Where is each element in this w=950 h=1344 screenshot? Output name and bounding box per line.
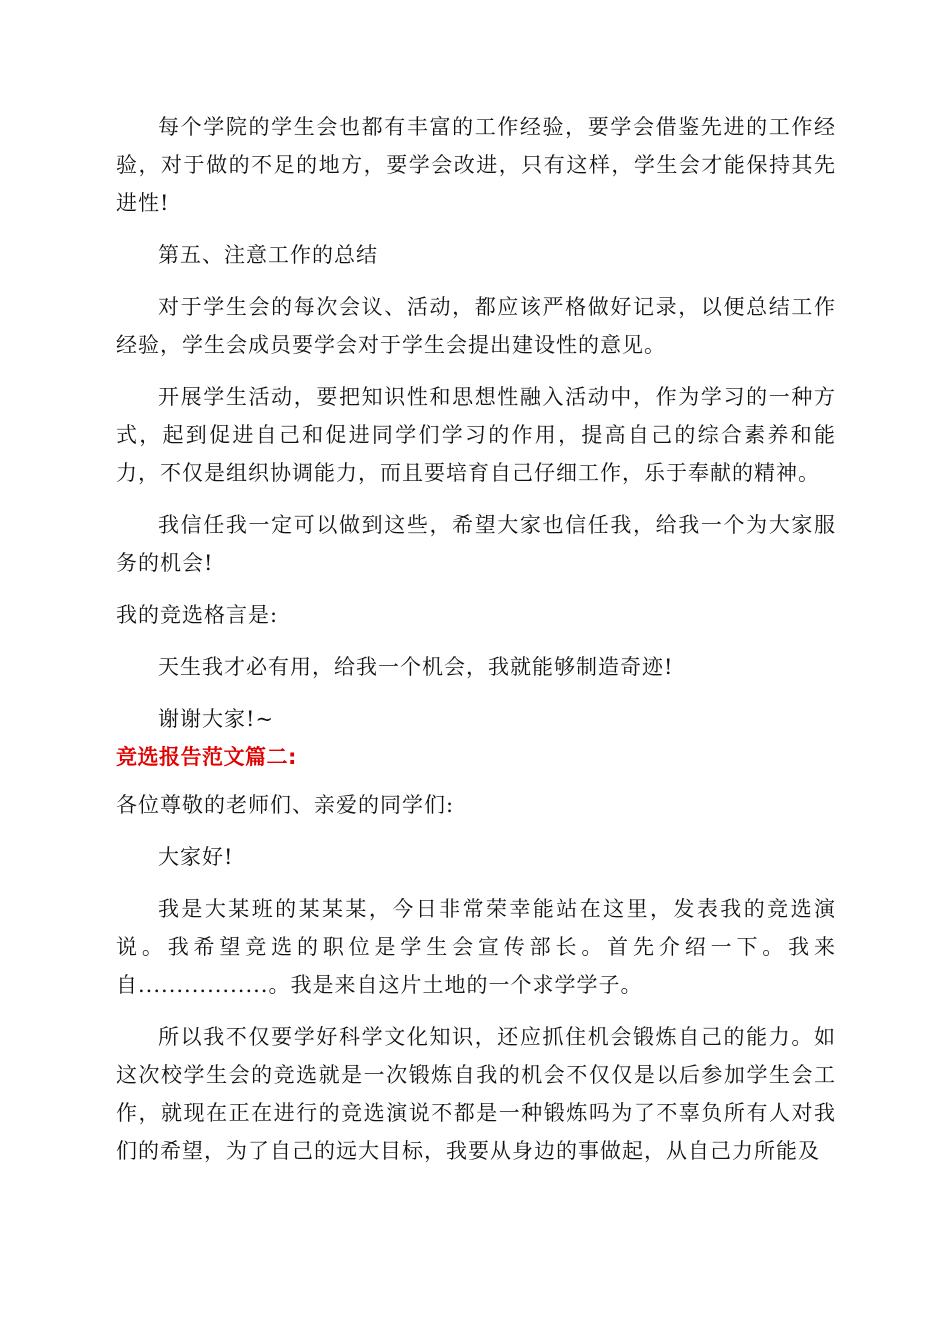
paragraph-motto-label: 我的竞选格言是: bbox=[116, 603, 279, 627]
section-heading: 竞选报告范文篇二: bbox=[116, 745, 297, 769]
document-body bbox=[116, 108, 836, 1170]
paragraph-thanks: 谢谢大家!~ bbox=[158, 707, 275, 731]
paragraph-point-five-title: 第五、注意工作的总结 bbox=[158, 243, 378, 267]
paragraph-salutation: 各位尊敬的老师们、亲爱的同学们: bbox=[116, 793, 455, 817]
paragraph-student-activities: 开展学生活动，要把知识性和思想性融入活动中，作为学习的一种方式，起到促进自己和促进同学们学习的作用，提高自己的综合素养和能力，不仅是组织协调能力，而且要培育自己仔细工作，乐于奉献的精神。 bbox=[116, 385, 836, 485]
paragraph-record-meetings: 对于学生会的每次会议、活动，都应该严格做好记录，以便总结工作经验，学生会成员要学会对于学生会提出建设性的意见。 bbox=[116, 295, 836, 357]
paragraph-motto: 天生我才必有用，给我一个机会，我就能够制造奇迹! bbox=[158, 655, 674, 679]
paragraph-learn-experience: 每个学院的学生会也都有丰富的工作经验，要学会借鉴先进的工作经验，对于做的不足的地方，要学会改进，只有这样，学生会才能保持其先进性! bbox=[116, 115, 836, 215]
paragraph-motivation: 所以我不仅要学好科学文化知识，还应抓住机会锻炼自己的能力。如这次校学生会的竞选就是一次锻炼自我的机会不仅仅是以后参加学生会工作，就现在正在进行的竞选演说不都是一种锻炼吗为了不辜负所有人对我们的希望，为了自己的远大目标，我要从身边的事做起，从自己力所能及 bbox=[116, 1025, 836, 1163]
paragraph-greeting: 大家好! bbox=[158, 845, 234, 869]
paragraph-trust-me: 我信任我一定可以做到这些，希望大家也信任我，给我一个为大家服务的机会! bbox=[116, 513, 836, 575]
paragraph-self-intro: 我是大某班的某某某，今日非常荣幸能站在这里，发表我的竞选演说。我希望竞选的职位是学生会宣传部长。首先介绍一下。我来自.................。我是来自这片土地的一个求学学子。 bbox=[116, 897, 836, 997]
